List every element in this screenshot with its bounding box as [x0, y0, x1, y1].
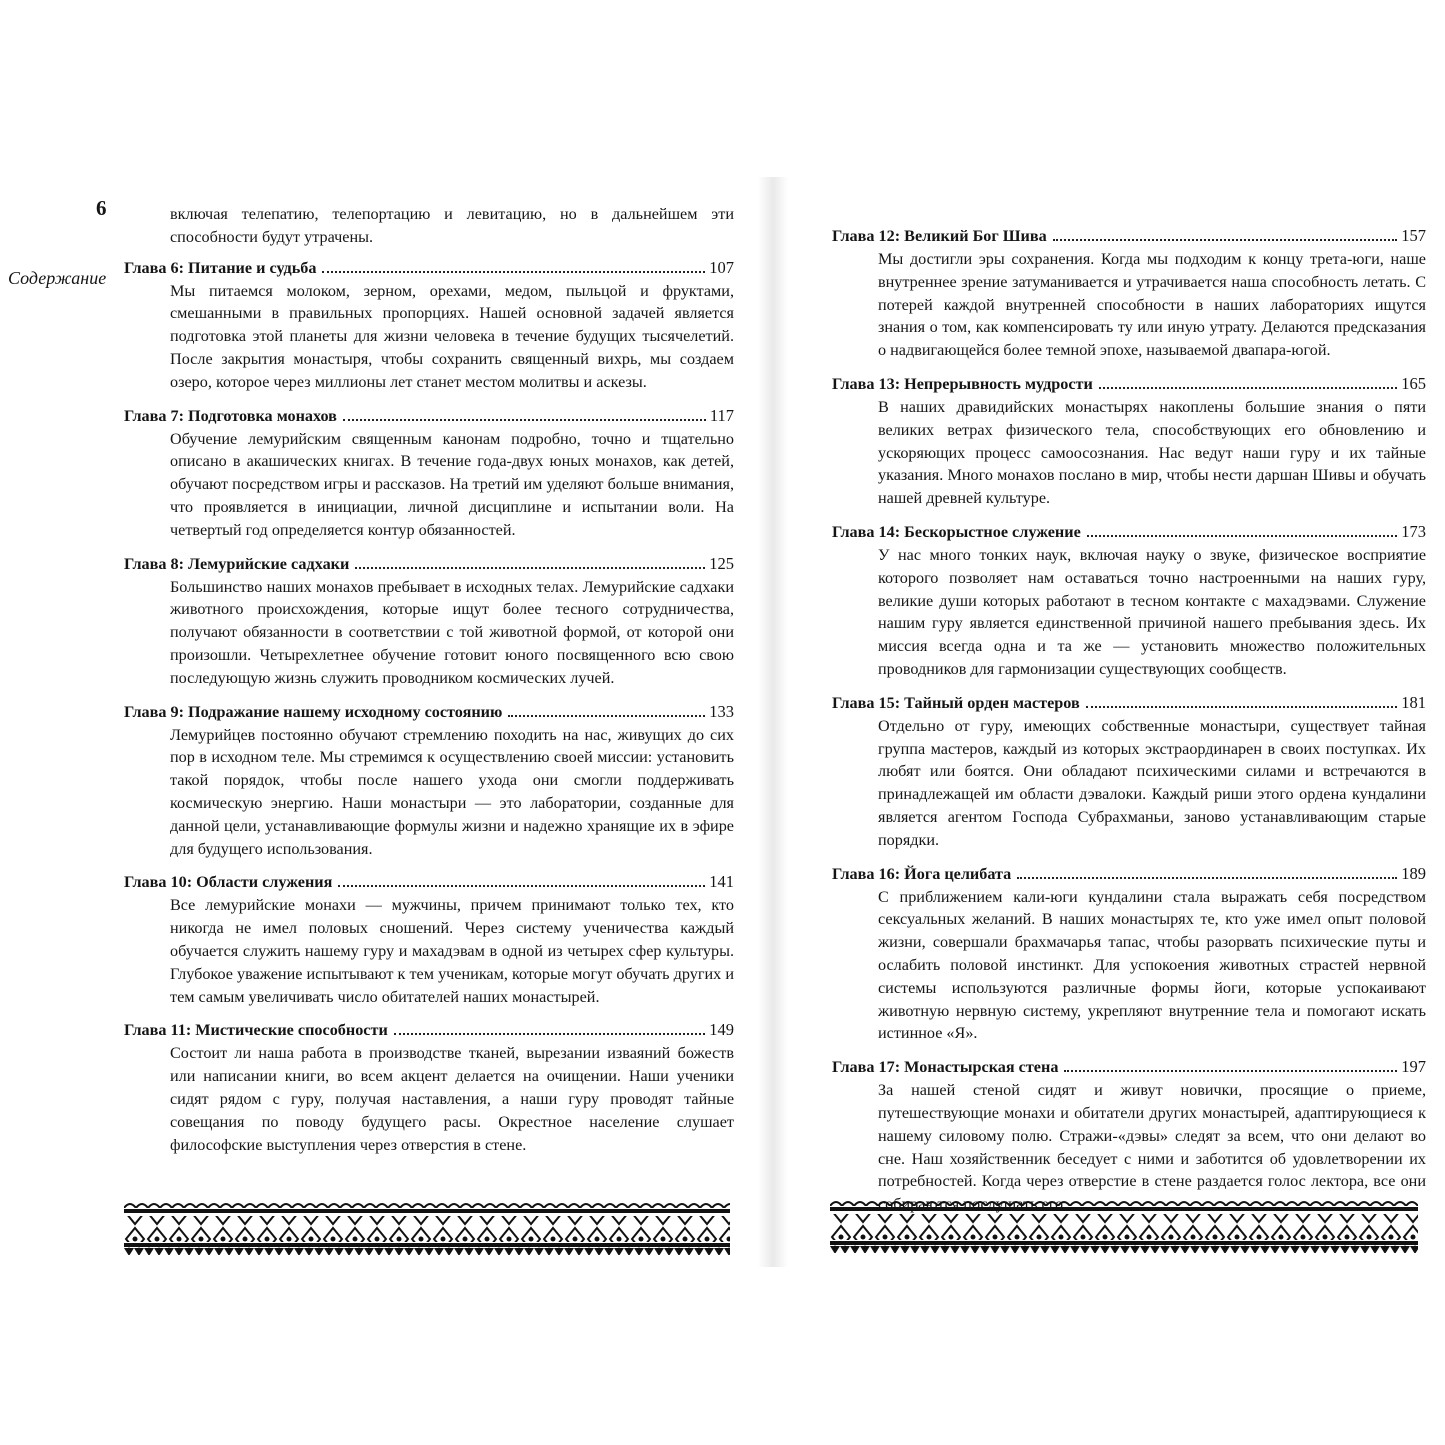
- chapter-page: 157: [1401, 226, 1426, 245]
- chapter-title: Глава 17: Монастырская стена: [832, 1058, 1059, 1077]
- chapter-title: Глава 6: Питание и судьба: [124, 258, 317, 277]
- chapter-title: Глава 8: Лемурийские садхаки: [124, 554, 350, 573]
- chapter-page: 141: [709, 872, 734, 892]
- chapter-summary: Отдельно от гуру, имеющих собственные монастыри, существует тайная группа мастеров, каждый из которых экстраординарен в своих поступках. Их любят или боятся. Они обладают психическими силами и встречаются в принадлежащей им области дэвалоки. Каждый риши этого ордена кундалини является агентом Господа Субрахманьи, заново устанавливающим старые порядки.: [878, 716, 1426, 849]
- chapter-title: Глава 15: Тайный орден мастеров: [832, 693, 1080, 712]
- dot-leader: [1099, 387, 1397, 389]
- dot-leader: [355, 567, 705, 569]
- chapter-page: 117: [709, 405, 734, 425]
- dot-leader: [1087, 535, 1397, 537]
- chapter-title: Глава 9: Подражание нашему исходному состоянию: [124, 702, 503, 721]
- running-head: Содержание: [8, 268, 107, 288]
- dot-leader: [1064, 1070, 1397, 1072]
- toc-entry-chapter-7: [124, 404, 734, 542]
- toc-entry-chapter-12: [832, 224, 1426, 362]
- toc-entry-chapter-16: [832, 862, 1426, 1046]
- chapter-page: 173: [1401, 521, 1426, 541]
- chapter-summary: Большинство наших монахов пребывает в исходных телах. Лемурийские садхаки животного происхождения, которые ищут более тесного сотрудничества, получают обязанности в соответствии с той животной формой, от которой они произошли. Четырехлетнее обучение готовит юного посвященного всю свою последующую жизнь служить проводником космических лучей.: [170, 577, 734, 687]
- dot-leader: [338, 885, 705, 887]
- right-page-content: [832, 217, 1426, 1226]
- book-gutter: [758, 177, 788, 1267]
- continuation-text: включая телепатию, телепортацию и левитацию, но в дальнейшем эти способности будут утрачены.: [170, 205, 734, 246]
- chapter-title: Глава 7: Подготовка монахов: [124, 406, 337, 425]
- ornament-border-right: [830, 1198, 1418, 1254]
- chapter-title: Глава 10: Области служения: [124, 873, 333, 892]
- dot-leader: [394, 1033, 705, 1035]
- chapter-page: 107: [709, 257, 734, 277]
- chapter-page: 125: [709, 553, 734, 573]
- chapter-page: 133: [709, 701, 734, 721]
- toc-entry-chapter-15: [832, 691, 1426, 852]
- chapter-title: Глава 14: Бескорыстное служение: [832, 522, 1081, 541]
- chapter-title: Глава 13: Непрерывность мудрости: [832, 374, 1093, 393]
- chapter-summary: У нас много тонких наук, включая науку о звуке, физическое восприятие которого позволяет нам оставаться точно настроенными на наших гуру, великие души которых работают в тесном контакте с махадэвами. Служение нашим гуру является единственной причиной нашего пребывания здесь. Их миссия всегда одна и та же — установить множество положительных проводников для гармонизации существующих сообществ.: [878, 545, 1426, 678]
- ornament-border-left: [124, 1200, 730, 1256]
- dot-leader: [1086, 706, 1398, 708]
- dot-leader: [1053, 239, 1398, 241]
- chapter-summary: За нашей стеной сидят и живут новички, просящие о приеме, путешествующие монахи и обитатели других монастырей, адаптирующиеся к нашему силовому полю. Стражи-«дэвы» следят за всем, что они делают во сне. Наш хозяйственник беседует с ними и заботится об удовлетворении их потребностей. Когда через отверстие в стене раздается голос лектора, все они: [878, 1081, 1426, 1191]
- dot-leader: [322, 271, 705, 273]
- chapter-summary: В наших дравидийских монастырях накоплены большие знания о пяти великих ветрах физического тела, способствующих его обновлению и ускоряющих процесс самоосознания. Нас ведут наши гуру и их тайные указания. Много монахов послано в мир, чтобы нести даршан Шивы и обучать нашей древней культуре.: [878, 397, 1426, 508]
- chapter-page: 189: [1401, 863, 1426, 883]
- chapter-page: 197: [1401, 1057, 1426, 1077]
- toc-entry-chapter-10: [124, 870, 734, 1008]
- toc-entry-chapter-17: [832, 1055, 1426, 1216]
- chapter-summary: Обучение лемурийским священным канонам подробно, точно и тщательно описано в акашических книгах. В течение года-двух юных монахов, как детей, обучают посредством игры и рассказов. На третий им уделяют больше внимания, что проявляется в инициации, личной дисциплине и испытании воли. На четвертый год определяется контур обязанностей.: [170, 429, 734, 539]
- chapter-page: 181: [1401, 692, 1426, 712]
- toc-entry-chapter-13: [832, 372, 1426, 510]
- chapter-page: 149: [709, 1020, 734, 1040]
- chapter-summary: Все лемурийские монахи — мужчины, причем принимают только тех, кто никогда не имел половых сношений. Через систему ученичества каждый обучается служить нашему гуру и махадэвам в одной из четырех сфер культуры. Глубокое уважение испытывают к тем ученикам, которые могут обучать других и тем самым увеличивать число обитателей наших монастырей.: [170, 896, 734, 1006]
- chapter-summary: С приближением кали-юги кундалини стала выражать себя посредством сексуальных желаний. В наших монастырях те, кто уже имел опыт половой жизни, совершали брахмачарья тапас, чтобы разорвать психические путы и ослабить половой инстинкт. Для успокоения животных страстей нервной системы используются различные формы йоги, которые успокаивают животную нервную систему, укрепляют внутренние тела и помогают искать истинное «Я».: [878, 887, 1426, 1043]
- chapter-title: Глава 12: Великий Бог Шива: [832, 227, 1047, 245]
- chapter-summary: Лемурийцев постоянно обучают стремлению походить на нас, живущих до сих пор в исходном теле. Мы стремимся к осуществлению своей миссии: установить такой порядок, чтобы после нашего ухода они смогли поддерживать космическую энергию. Наши монастыри — это лаборатории, созданные для данной цели, устанавливающие формулы жизни и надежно хранящие их в эфире для будущего использования.: [170, 725, 734, 858]
- ornament-pattern-icon: [124, 1200, 730, 1256]
- toc-entry-chapter-11: [124, 1018, 734, 1156]
- chapter-title: Глава 11: Мистические способности: [124, 1021, 388, 1040]
- toc-entry-chapter-6: [124, 256, 734, 394]
- dot-leader: [343, 419, 706, 421]
- chapter-summary: Состоит ли наша работа в производстве тканей, вырезании изваяний божеств или написании книги, во всем акцент делается на очищении. Наши ученики сидят рядом с гуру, получая наставления, а наши гуру проводят тайные совещания по поводу будущего расы. Окрестное население слушает философские выступления через отверстия в стене.: [170, 1044, 734, 1154]
- ornament-pattern-icon: [830, 1198, 1418, 1254]
- dot-leader: [508, 715, 705, 717]
- chapter-summary: Мы достигли эры сохранения. Когда мы подходим к концу трета-юги, наше внутреннее зрение затуманивается и утрачивается наша способность летать. С потерей каждой внутренней способности в наших лабораториях ищутся знания о том, как компенсировать ту или иную утрату. Делаются предсказания о надвигающейся более темной эпохе, называемой двапара-югой.: [878, 250, 1426, 360]
- toc-entry-chapter-14: [832, 520, 1426, 681]
- chapter-title: Глава 16: Йога целибата: [832, 864, 1012, 883]
- left-page-content: [124, 203, 734, 1166]
- page-number: 6: [96, 196, 107, 220]
- toc-entry-chapter-9: [124, 700, 734, 861]
- toc-entry-chapter-8: [124, 552, 734, 690]
- chapter-summary: Мы питаемся молоком, зерном, орехами, медом, пыльцой и фруктами, смешанными в правильных пропорциях. Нашей основной задачей является подготовка этой планеты для жизни человека в течение будущих тысячелетий. После закрытия монастыря, чтобы сохранить священный вихрь, мы создаем озеро, которое через миллионы лет станет местом молитвы и аскезы.: [170, 281, 734, 391]
- dot-leader: [1017, 877, 1397, 879]
- chapter-page: 165: [1401, 373, 1426, 393]
